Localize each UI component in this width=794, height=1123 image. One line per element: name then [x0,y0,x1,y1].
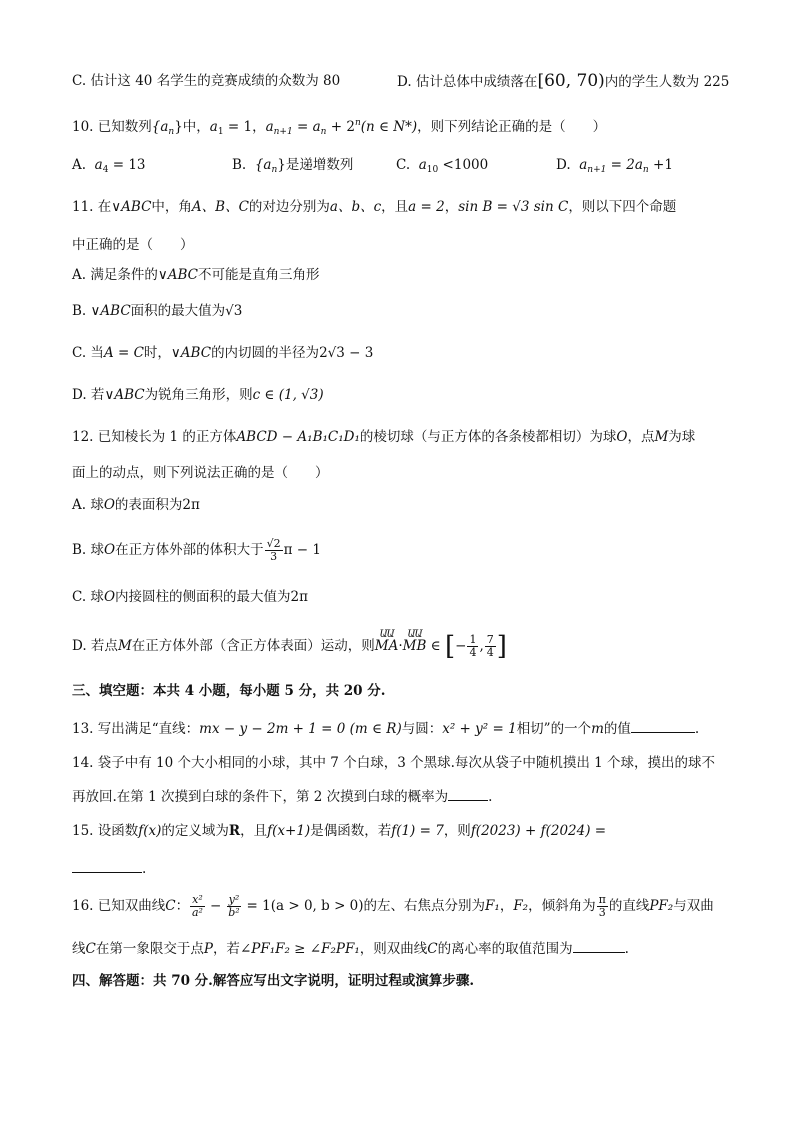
q10-option-b: B. $\{a_n\}$是递增数列 [232,157,354,175]
vector-arrow-icon: ԱԱ [407,629,422,640]
q15-answer-line: . [72,858,146,878]
q9-option-c: C. 估计这 40 名学生的竞赛成绩的众数为 80 [72,73,341,89]
vector-ma: ԱԱ MA [375,637,399,655]
vector-arrow-icon: ԱԱ [379,629,394,640]
q12-option-d: D. 若点M在正方体外部（含正方体表面）运动，则 ԱԱ MA· ԱԱ MB ∈ [− $\frac{1}{4}$ , $\frac{7}{4}$ ] [72,634,507,659]
answer-blank[interactable] [448,786,488,801]
answer-blank[interactable] [72,858,142,873]
q11-option-c: C. 当A = C时，∨ABC的内切圆的半径为2√3 − 3 [72,345,374,361]
answer-blank[interactable] [631,718,695,733]
q11-option-b: B. ∨ABC面积的最大值为√3 [72,303,243,319]
q11-stem-line1: 11. 在∨ABC中，角A、B、C的对边分别为a、b、c，且a = 2，sin B = √3 sin C，则以下四个命题 [72,199,677,215]
fraction: $\frac{\pi}{3}$ [598,893,606,919]
q10-option-c: C. $a_{10} <1000$ [396,157,489,175]
vector-mb: ԱԱ MB [403,637,427,655]
q9-option-d: D. 估计总体中成绩落在[60, 70)内的学生人数为 225 [397,71,730,91]
q14-line1: 14. 袋子中有 10 个大小相同的小球，其中 7 个白球，3 个黑球.每次从袋子中随机摸出 1 个球，摸出的球不 [72,755,716,771]
q11-option-d: D. 若∨ABC为锐角三角形，则c ∈ (1, √3) [72,387,324,403]
q12-stem-line2: 面上的动点，则下列说法正确的是（ ） [72,465,329,481]
q12-option-b: B. 球O在正方体外部的体积大于 $\frac{√2}{3}$ π − 1 [72,537,321,563]
q12-stem-line1: 12. 已知棱长为 1 的正方体ABCD − A₁B₁C₁D₁的棱切球（与正方体的各条棱都相切）为球O，点M为球 [72,429,696,445]
q14-line2: 再放回.在第 1 次摸到白球的条件下，第 2 次摸到白球的概率为 . [72,786,492,806]
fraction: $\frac{\text{y²}}{\text{b²}}$ [228,893,240,919]
section-heading-fill-in: 三、填空题：本共 4 小题，每小题 5 分，共 20 分. [72,683,386,699]
q10-stem: 10. 已知数列$\{a_n\}$中，$a_1 = 1$，$a_{n+1} = a_n + 2^n(n$ ∈ N*)，则下列结论正确的是（ ） [72,118,607,137]
q10-option-d: D. $a_{n+1} = 2a_n +1$ [556,157,673,175]
fraction: $\frac{7}{4}$ [486,633,494,659]
q11-stem-line2: 中正确的是（ ） [72,237,194,253]
fraction: $\frac{1}{4}$ [469,633,477,659]
fraction: $\frac{√2}{3}$ [266,537,281,563]
q12-option-a: A. 球O的表面积为2π [72,497,200,513]
q13: 13. 写出满足“直线：mx − y − 2m + 1 = 0 (m ∈ R)与圆：x² + y² = 1相切”的一个m的值 . [72,718,699,738]
section-heading-solutions: 四、解答题：共 70 分.解答应写出文字说明，证明过程或演算步骤. [72,973,475,989]
fraction: $\frac{\text{x²}}{\text{a²}}$ [191,893,203,919]
q16-line1: 16. 已知双曲线C： $\frac{\text{x²}}{\text{a²}}$ − $\frac{\text{y²}}{\text{b²}}$ = 1(a > 0, b > 0)的左、右焦点分别为F₁，F₂，倾斜角为 $\frac{\pi}{3}$ 的直线PF₂与双曲 [72,893,714,919]
q16-line2: 线C在第一象限交于点P，若∠PF₁F₂ ≥ ∠F₂PF₁，则双曲线C的离心率的取值范围为 . [72,938,629,958]
q10-option-a: A. $a_4 = 13$ [72,157,146,175]
q12-option-c: C. 球O内接圆柱的侧面积的最大值为2π [72,589,308,605]
q15: 15. 设函数f(x)的定义域为R，且f(x+1)是偶函数，若f(1) = 7，则f(2023) + f(2024) = [72,823,607,839]
answer-blank[interactable] [573,938,625,953]
q11-option-a: A. 满足条件的∨ABC不可能是直角三角形 [72,267,320,283]
